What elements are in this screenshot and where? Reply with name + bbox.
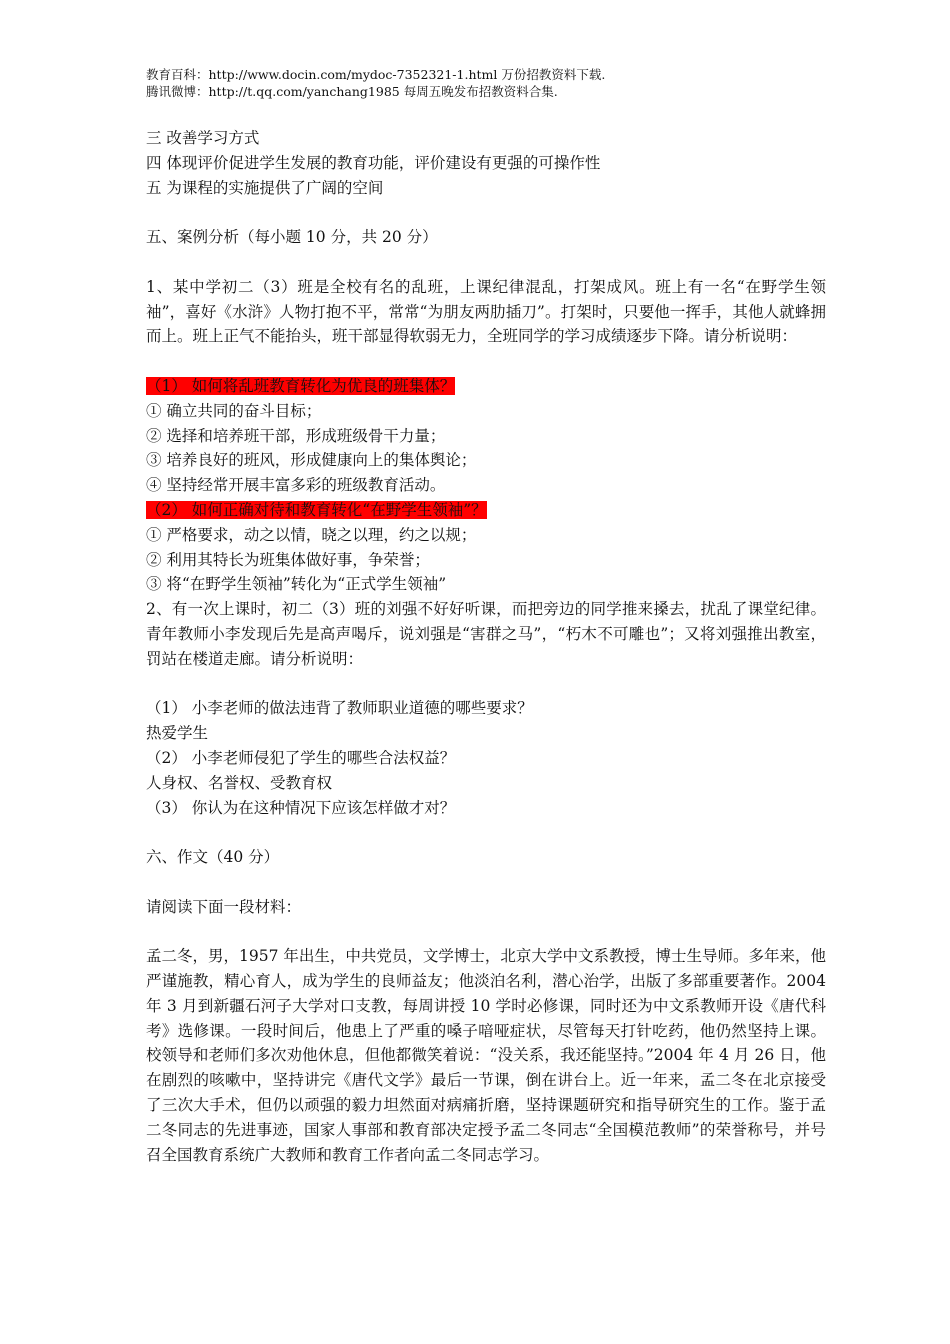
case2-question-1: （1） 小李老师的做法违背了教师职业道德的哪些要求？ xyxy=(146,699,533,718)
highlight-mark: （2） 如何正确对待和教育转化“在野学生领袖”？ xyxy=(146,500,487,519)
case2-paragraph: 2、有一次上课时，初二（3）班的刘强不好好听课，而把旁边的同学推来搡去，扰乱了课堂纪律。青年教师小李发现后先是高声喝斥，说刘强是“害群之马”，“朽木不可雕也”；又将刘强推出教室，罚站在楼道走廊。请分析说明： xyxy=(146,600,826,668)
spacer xyxy=(146,820,826,845)
case1-question-1 xyxy=(146,374,826,399)
header-line-weibo: 腾讯微博：http://t.qq.com/yanchang1985 每周五晚发布招教资料合集. xyxy=(146,84,558,99)
section-title-case-analysis: 五、案例分析（每小题 10 分，共 20 分） xyxy=(146,228,438,247)
answer-item: ② 选择和培养班干部，形成班级骨干力量； xyxy=(146,426,446,445)
case2-answer-2: 人身权、名誉权、受教育权 xyxy=(146,773,333,792)
list-item: 四 体现评价促进学生发展的教育功能，评价建设有更强的可操作性 xyxy=(146,153,601,172)
spacer xyxy=(146,672,826,697)
list-item: 三 改善学习方式 xyxy=(146,129,260,147)
essay-prompt: 请阅读下面一段材料： xyxy=(146,897,302,916)
answer-item: ① 确立共同的奋斗目标； xyxy=(146,401,322,420)
answer-item: ③ 培养良好的班风，形成健康向上的集体舆论； xyxy=(146,451,477,470)
answer-item: ① 严格要求，动之以情，晓之以理，约之以规； xyxy=(146,525,477,544)
essay-material-paragraph: 孟二冬，男，1957 年出生，中共党员，文学博士，北京大学中文系教授，博士生导师。多年来，他严谨施教，精心育人，成为学生的良师益友；他淡泊名利，潜心治学，出版了多部重要著作。2004 年 3 月到新疆石河子大学对口支教，每周讲授 10 学时必修课，同时还为中文系教师开设《唐代科考》选修课。一段时间后，他患上了严重的嗓子喑哑症状，尽管每天打针吃药，他仍然坚持上课。校领导和老师们多次劝他休息，但他都微笑着说：“没关系，我还能坚持。”2004 年 4 月 26 日，他在剧烈的咳嗽中，坚持讲完《唐代文学》最后一节课，倒在讲台上。近一年来，孟二冬在北京接受了三次大手术，但仍以顽强的毅力坦然面对病痛折磨，坚持课题研究和指导研究生的工作。鉴于孟二冬同志的先进事迹，国家人事部和教育部决定授予孟二冬同志“全国模范教师”的荣誉称号，并号召全国教育系统广大教师和教育工作者向孟二冬同志学习。 xyxy=(146,947,826,1164)
spacer xyxy=(146,920,826,945)
answer-item: ③ 将“在野学生领袖”转化为“正式学生领袖” xyxy=(146,575,447,594)
header-line-docin: 教育百科：http://www.docin.com/mydoc-7352321-1.html 万份招教资料下载. xyxy=(146,67,606,82)
highlight-mark: （1） 如何将乱班教育转化为优良的班集体？ xyxy=(146,376,456,395)
page-header xyxy=(146,66,605,100)
case2-answer-1: 热爱学生 xyxy=(146,724,209,743)
answer-item: ④ 坚持经常开展丰富多彩的班级教育活动。 xyxy=(146,476,446,495)
spacer xyxy=(146,200,826,225)
answer-item: ② 利用其特长为班集体做好事，争荣誉； xyxy=(146,550,430,569)
spacer xyxy=(146,250,826,275)
spacer xyxy=(146,870,826,895)
case2-question-2: （2） 小李老师侵犯了学生的哪些合法权益？ xyxy=(146,748,456,767)
document-body xyxy=(146,126,826,1167)
case1-paragraph: 1、某中学初二（3）班是全校有名的乱班，上课纪律混乱，打架成风。班上有一名“在野学生领袖”，喜好《水浒》人物打抱不平，常常“为朋友两肋插刀”。打架时，只要他一挥手，其他人就蜂拥而上。班上正气不能抬头，班干部显得软弱无力，全班同学的学习成绩逐步下降。请分析说明： xyxy=(146,277,826,346)
section-title-essay: 六、作文（40 分） xyxy=(146,848,280,867)
list-item: 五 为课程的实施提供了广阔的空间 xyxy=(146,178,384,197)
case2-question-3: （3） 你认为在这种情况下应该怎样做才对？ xyxy=(146,798,456,817)
case1-question-2 xyxy=(146,498,826,523)
spacer xyxy=(146,349,826,374)
